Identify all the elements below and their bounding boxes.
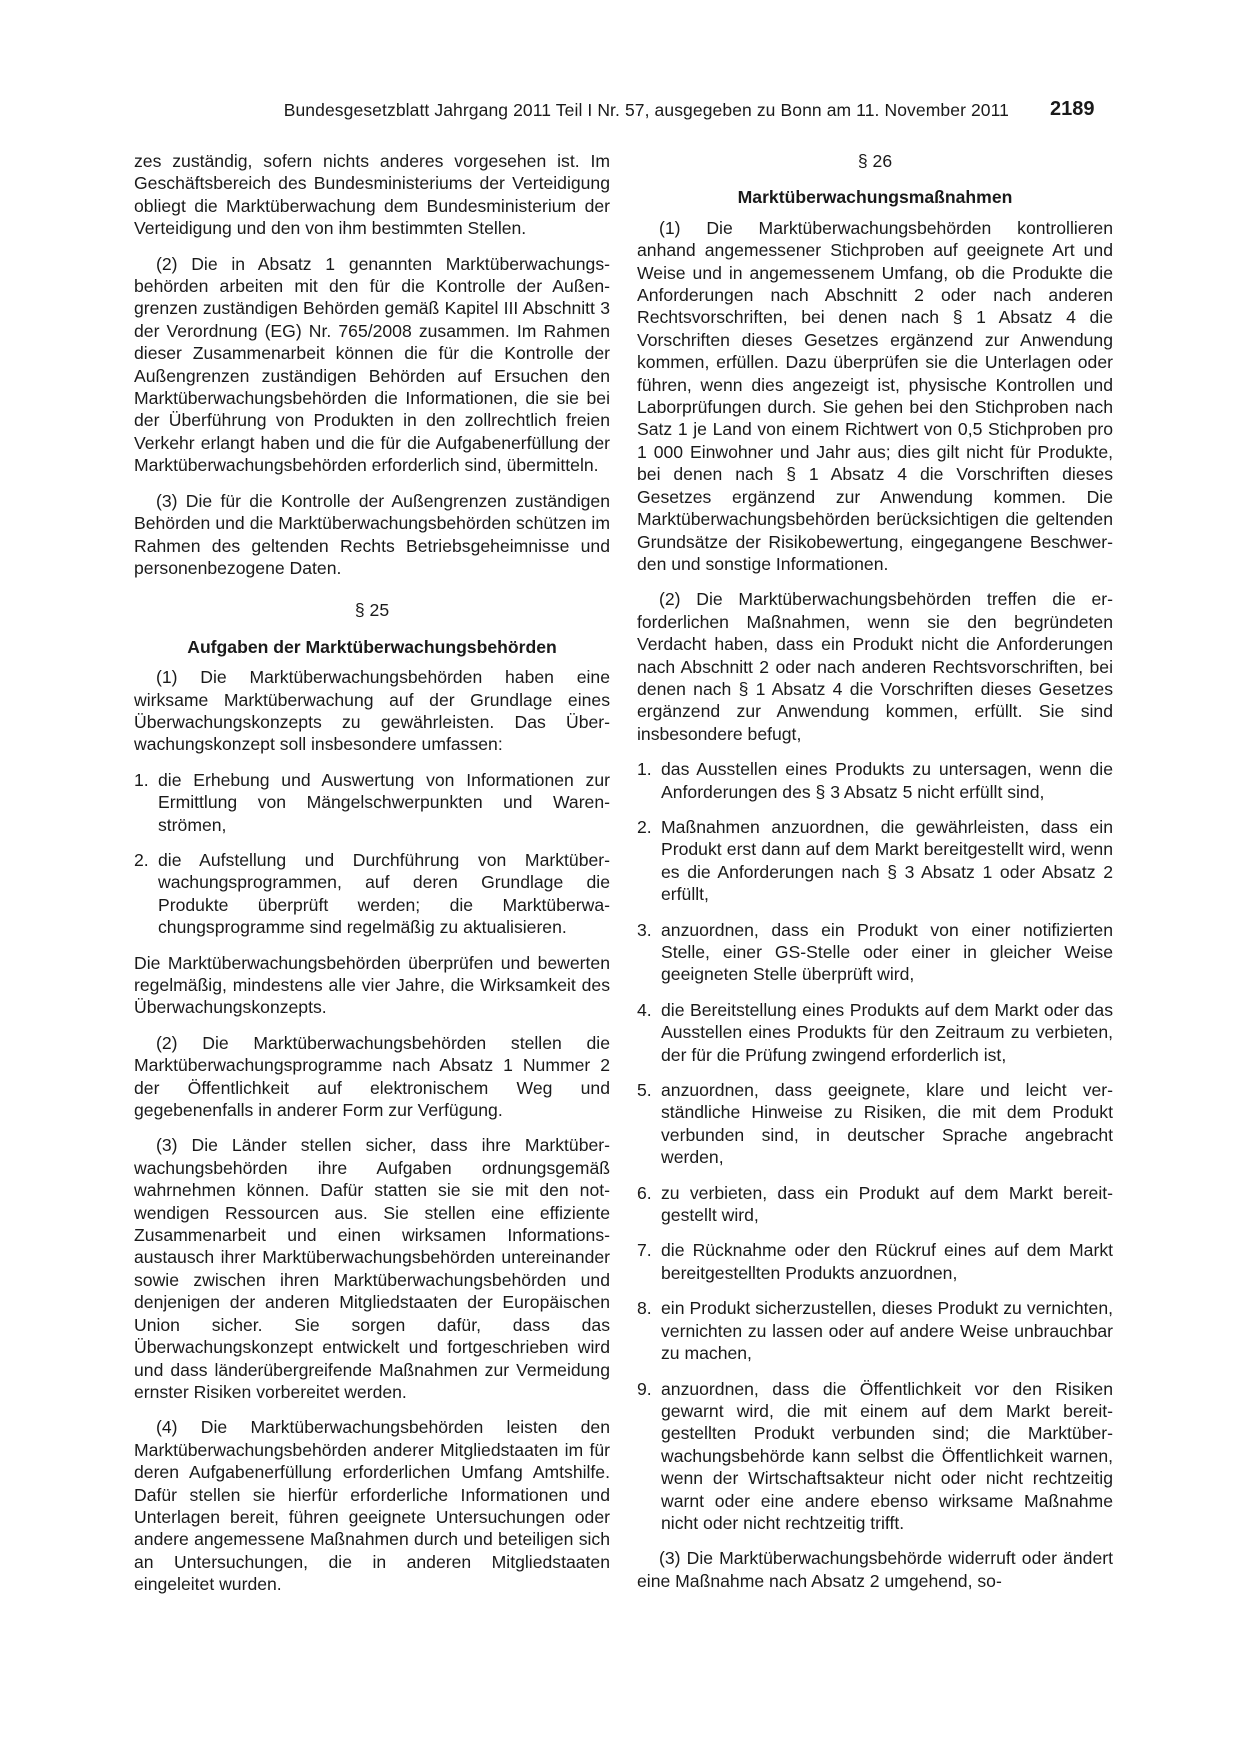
list-item: [637, 758, 1113, 803]
paragraph: (4) Die Marktüberwachungsbehörden leisten den Marktüberwachungsbehörden anderer Mitgliedstaaten im für deren Aufgabenerfüllung erforderlichen Umfang Amtshilfe. Dafür stellen sie hierfür erforderliche Informationen und Unterlagen bereit, führen geeignete Untersuchungen oder andere angemessene Maßnahmen durch und beteiligen sich an Untersuchungen, die in anderen Mitgliedstaaten eingeleitet wurden.: [134, 1417, 610, 1595]
item-text: die Aufstellung und Durchführung von Marktüberwachungsprogrammen, auf deren Grundlage die Produkte überprüft werden; die Marktüberwachungsprogramme sind regelmäßig zu aktualisieren.: [158, 849, 610, 938]
item-number: 1.: [134, 769, 149, 790]
section-title: Aufgaben der Marktüberwachungsbehörden: [187, 636, 557, 657]
page-header: [0, 98, 1241, 128]
running-title: Bundesgesetzblatt Jahrgang 2011 Teil I Nr. 57, ausgegeben zu Bonn am 11. November 2011: [283, 100, 1009, 120]
item-text: zu verbieten, dass ein Produkt auf dem Markt bereitgestellt wird,: [661, 1182, 1113, 1226]
list-item: [134, 849, 610, 939]
list-item: [637, 1297, 1113, 1364]
item-number: 9.: [637, 1378, 652, 1399]
item-number: 5.: [637, 1080, 652, 1101]
paragraph: (3) Die Länder stellen sicher, dass ihre Marktüberwachungsbehörden ihre Aufgaben ordnungsgemäß wahrnehmen können. Dafür statten sie sie mit den notwendigen Ressourcen aus. Sie stellen eine effiziente Zusammenarbeit und einen wirksamen Informationsaustausch ihrer Marktüberwachungsbehörden untereinander sowie zwischen ihren Marktüberwachungsbehörden und denjenigen der anderen Mitgliedstaaten der Europäischen Union sicher. Sie sorgen dafür, dass das Überwachungskonzept entwickelt und fortgeschrieben wird und dass länderübergreifende Maßnahmen zur Vermeidung ernster Risiken vorbereitet werden.: [134, 1135, 610, 1402]
item-text: anzuordnen, dass ein Produkt von einer notifizierten Stelle, einer GS-Stelle oder einer in gleicher Weise geeigneten Stelle überprüft wird,: [661, 919, 1113, 985]
paragraph: (1) Die Marktüberwachungsbehörden haben eine wirksame Marktüberwachung auf der Grundlage eines Überwachungskonzepts zu gewährleisten. Das Überwachungskonzept soll insbesondere umfassen:: [134, 667, 610, 755]
item-text: anzuordnen, dass geeignete, klare und leicht verständliche Hinweise zu Risiken, die mit dem Produkt verbunden sind, in deutscher Sprache angebracht werden,: [661, 1080, 1113, 1168]
enumerated-list: [134, 769, 610, 939]
paragraph: (2) Die in Absatz 1 genannten Marktüberwachungsbehörden arbeiten mit den für die Kontrolle der Außengrenzen zuständigen Behörden gemäß Kapitel III Abschnitt 3 der Verordnung (EG) Nr. 765/2008 zusammen. Im Rahmen dieser Zusammenarbeit können die für die Kontrolle der Außengrenzen zuständigen Behörden auf Ersuchen den Marktüberwachungsbehörden die Informationen, die sie bei der Überführung von Produkten in den zollrechtlich freien Verkehr erlangt haben und die für die Aufgabenerfüllung der Marktüberwachungsbehörden erforderlich sind, übermitteln.: [134, 253, 610, 476]
paragraph: Die Marktüberwachungsbehörden überprüfen und bewerten regelmäßig, mindestens alle vier Jahre, die Wirksamkeit des Überwachungskonzepts.: [134, 952, 610, 1018]
section-number: § 26: [857, 151, 893, 171]
paragraph: (3) Die Marktüberwachungsbehörde widerruft oder ändert eine Maßnahme nach Absatz 2 umgehend, so-: [637, 1548, 1113, 1591]
list-item: [637, 919, 1113, 986]
right-column: [637, 150, 1113, 1605]
list-item: [637, 816, 1113, 906]
item-text: die Bereitstellung eines Produkts auf dem Markt oder das Ausstellen eines Produkts für den Zeitraum zu verbieten, der für die Prüfung zwingend erforderlich ist,: [661, 999, 1113, 1065]
item-number: 1.: [637, 759, 652, 780]
list-item: [637, 1239, 1113, 1284]
item-text: Maßnahmen anzuordnen, die gewährleisten, dass ein Produkt erst dann auf dem Markt bereitgestellt wird, wenn es die Anforderungen nach § 3 Absatz 1 oder Absatz 2 erfüllt,: [661, 816, 1113, 905]
item-text: anzuordnen, dass die Öffentlichkeit vor den Risiken gewarnt wird, die mit einem auf dem Markt bereitgestellten Produkt verbunden sind; die Marktüberwachungsbehörde kann selbst die Öffentlichkeit warnen, wenn der Wirtschaftsakteur nicht oder nicht rechtzeitig warnt oder eine andere ebenso wirksame Maßnahme nicht oder nicht rechtzeitig trifft.: [661, 1378, 1113, 1533]
item-number: 3.: [637, 919, 652, 940]
list-item: [637, 1378, 1113, 1535]
item-text: das Ausstellen eines Produkts zu untersagen, wenn die Anforderungen des § 3 Absatz 5 nicht erfüllt sind,: [661, 759, 1113, 802]
enumerated-list: [637, 758, 1113, 1534]
item-text: ein Produkt sicherzustellen, dieses Produkt zu vernichten, vernichten zu lassen oder auf andere Weise unbrauchbar zu machen,: [661, 1298, 1113, 1364]
list-item: [637, 1079, 1113, 1169]
item-number: 6.: [637, 1182, 652, 1203]
item-number: 4.: [637, 999, 652, 1020]
continuation-paragraph: zes zuständig, sofern nichts anderes vorgesehen ist. Im Geschäftsbereich des Bundesministeriums der Verteidigung obliegt die Marktüberwachung dem Bundesministerium der Verteidigung und den von ihm bestimmten Stellen.: [134, 151, 610, 239]
paragraph: (2) Die Marktüberwachungsbehörden treffen die erforderlichen Maßnahmen, wenn sie den begründeten Verdacht haben, dass ein Produkt nicht die Anforderungen nach Abschnitt 2 oder nach anderen Rechtsvorschriften, bei denen nach § 1 Absatz 4 die Vorschriften dieses Gesetzes ergänzend zur Anwendung kommen, erfüllt. Sie sind insbesondere befugt,: [637, 589, 1113, 744]
paragraph: (1) Die Marktüberwachungsbehörden kontrollieren anhand angemessener Stichproben auf geeignete Art und Weise und in angemessenem Umfang, ob die Produkte die Anforderungen nach Abschnitt 2 oder nach anderen Rechtsvorschriften, bei denen nach § 1 Absatz 4 die Vorschriften dieses Gesetzes ergänzend zur Anwendung kommen, erfüllen. Dazu überprüfen sie die Unterlagen oder führen, wenn dies angezeigt ist, physische Kontrollen und Laborprüfungen durch. Sie gehen bei den Stichproben nach Satz 1 je Land von einem Richtwert von 0,5 Stichproben pro 1 000 Einwohner und Jahr aus; dies gilt nicht für Produkte, bei denen nach § 1 Absatz 4 die Vorschriften dieses Gesetzes ergänzend zur Anwendung kommen. Die Marktüberwachungsbehörden berücksichtigen die geltenden Grundsätze der Risikobewertung, eingegangene Beschwerden und sonstige Informationen.: [637, 217, 1113, 574]
list-item: [637, 1182, 1113, 1227]
list-item: [134, 769, 610, 836]
left-column: [134, 150, 610, 1609]
item-text: die Rücknahme oder den Rückruf eines auf dem Markt bereitgestellten Produkts anzuordnen,: [661, 1240, 1113, 1283]
item-number: 7.: [637, 1240, 652, 1261]
page-number: 2189: [1050, 98, 1095, 120]
section-title: Marktüberwachungsmaßnahmen: [737, 187, 1013, 208]
paragraph: (2) Die Marktüberwachungsbehörden stellen die Marktüberwachungsprogramme nach Absatz 1 Nummer 2 der Öffentlichkeit auf elektronischem Weg und gegebenenfalls in anderer Form zur Verfügung.: [134, 1032, 610, 1121]
item-number: 2.: [637, 816, 652, 837]
item-text: die Erhebung und Auswertung von Informationen zur Ermittlung von Mängelschwerpunkten und Warenströmen,: [158, 769, 610, 835]
list-item: [637, 999, 1113, 1066]
section-number: § 25: [354, 600, 390, 621]
paragraph: (3) Die für die Kontrolle der Außengrenzen zuständigen Behörden und die Marktüberwachungsbehörden schützen im Rahmen des geltenden Rechts Betriebsgeheimnisse und personenbezogene Daten.: [134, 490, 610, 578]
item-number: 8.: [637, 1298, 652, 1319]
item-number: 2.: [134, 849, 149, 870]
